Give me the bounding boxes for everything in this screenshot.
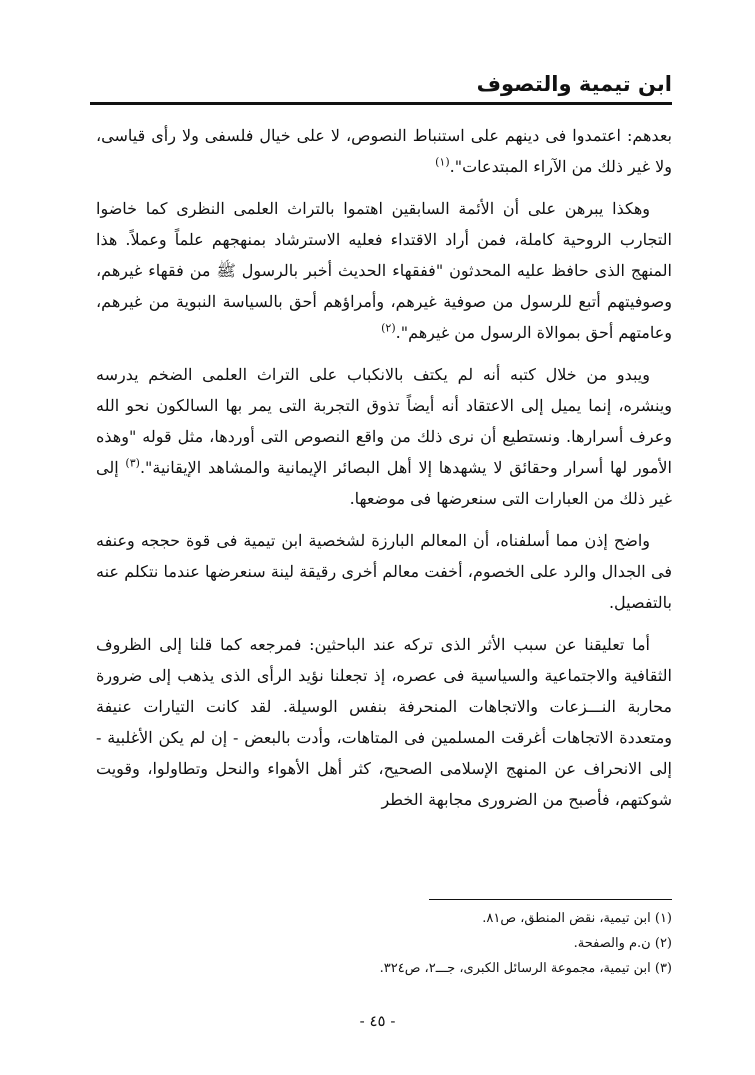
paragraph [96, 120, 672, 182]
footnote: (٣) ابن تيمية، مجموعة الرسائل الكبرى، جـــ٢، ص٣٢٤. [379, 961, 672, 976]
running-header-title: ابن تيمية والتصوف [476, 72, 672, 96]
footnote-ref: (٣) [125, 456, 140, 470]
paragraph [96, 359, 672, 514]
body-text [96, 120, 672, 826]
page-number: - ٤٥ - [359, 1012, 396, 1030]
footnote-ref: (١) [435, 155, 450, 169]
paragraph [96, 193, 672, 348]
footnote-ref: (٢) [381, 321, 396, 335]
paragraph [96, 629, 672, 815]
footnote: (٢) ن.م والصفحة. [573, 936, 672, 951]
footnote: (١) ابن تيمية، نقض المنطق، ص٨١. [482, 911, 672, 926]
paragraph [96, 525, 672, 618]
paragraph-text: أما تعليقنا عن سبب الأثر الذى تركه عند الباحثين: فمرجعه كما قلنا إلى الظروف الثقافية والاجتماعية والسياسية فى عصره، إذ تجعلنا نؤيد الرأى الذى يذهب إلى ضرورة محاربة النـــزعات والاتجاهات المنحرفة بنفس الوسيلة. لقد كانت التيارات عنيفة ومتعددة الاتجاهات أغرقت المسلمين فى المتاهات، وأدت بالبعض - إن لم يكن الأغلبية - إلى الانحراف عن المنهج الإسلامى الصحيح، كثر أهل الأهواء والنحل وتطاولوا، وقويت شوكتهم، فأصبح من الضرورى مجابهة الخطر [96, 635, 672, 809]
paragraph-text-tail: إلى غير ذلك من العبارات التى سنعرضها فى موضعها. [96, 458, 672, 508]
paragraph-text: واضح إذن مما أسلفناه، أن المعالم البارزة لشخصية ابن تيمية فى قوة حججه وعنفه فى الجدال والرد على الخصوم، أخفت معالم أخرى رقيقة لينة سنعرضها عندما نتكلم عنه بالتفصيل. [96, 531, 673, 612]
paragraph-text: وهكذا يبرهن على أن الأئمة السابقين اهتموا بالتراث العلمى النظرى كما خاضوا التجارب الروحية كاملة، فمن أراد الاقتداء فعليه الاسترشاد بمنهجهم علماً وعملاً. هذا المنهج الذى حافظ عليه المحدثون "ففقهاء الحديث أخبر بالرسول ﷺ من فقهاء غيرهم، وصوفيتهم أتبع للرسول من صوفية غيرهم، وأمراؤهم أحق بالسياسة النبوية من غيرهم، وعامتهم أحق بموالاة الرسول من غيرهم". [96, 199, 672, 342]
header-rule [90, 102, 672, 105]
paragraph-text: ويبدو من خلال كتبه أنه لم يكتف بالانكباب على التراث العلمى الضخم يدرسه وينشره، إنما يميل إلى الاعتقاد أنه أيضاً تذوق التجربة التى يمر بها السالكون نحو الله وعرف أسرارها. ونستطيع أن نرى ذلك من واقع النصوص التى أوردها، مثل قوله "وهذه الأمور لها أسرار وحقائق لا يشهدها إلا أهل البصائر الإيمانية والمشاهد الإيقانية". [96, 365, 672, 477]
paragraph-text: بعدهم: اعتمدوا فى دينهم على استنباط النصوص، لا على خيال فلسفى ولا رأى قياسى، ولا غير ذلك من الآراء المبتدعات". [96, 126, 672, 176]
footnote-rule [429, 899, 672, 900]
footnotes [96, 906, 672, 981]
